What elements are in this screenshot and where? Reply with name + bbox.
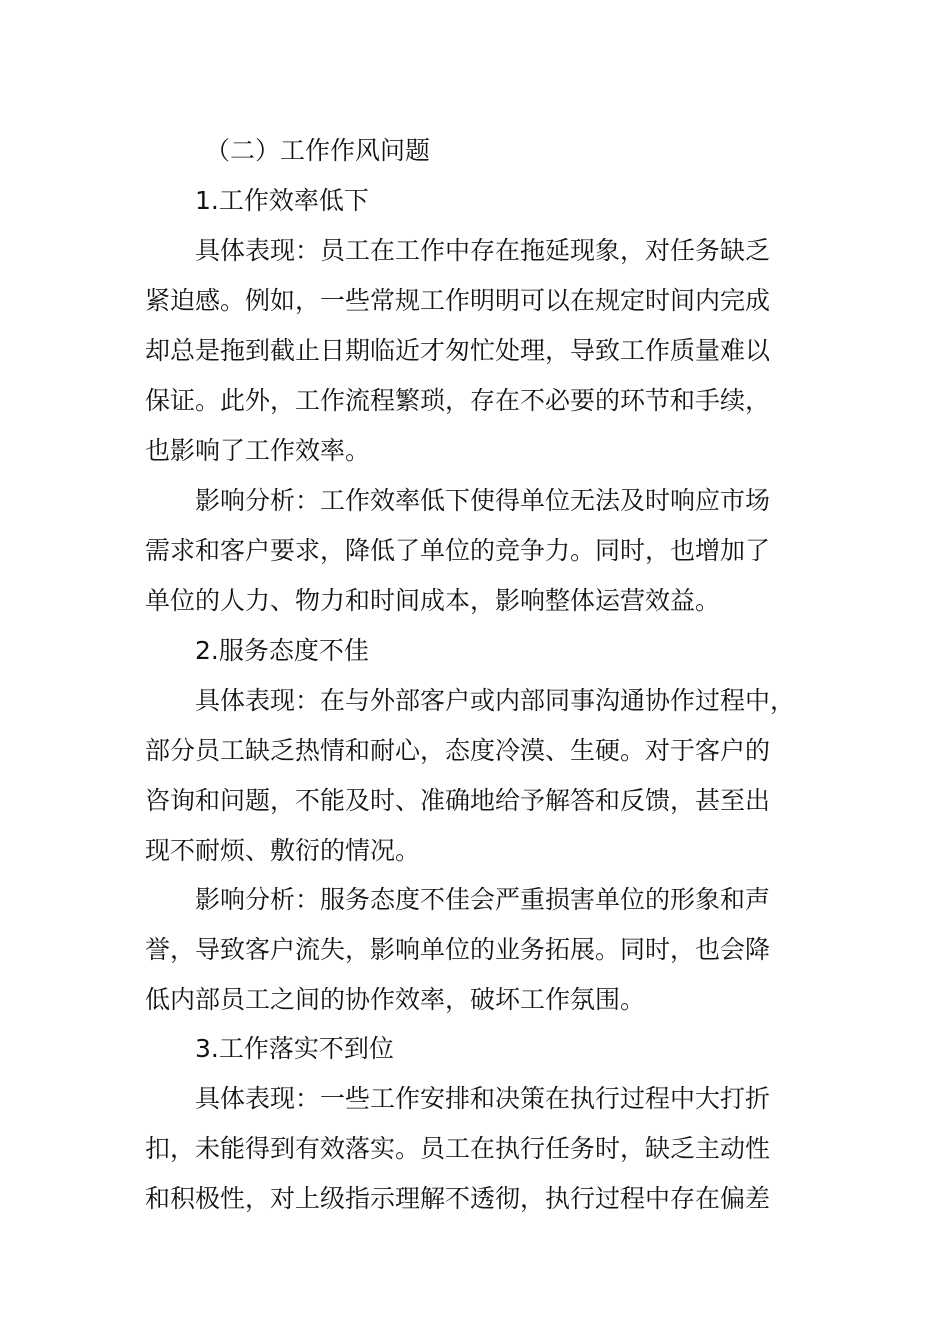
paragraph-line: 影响分析：工作效率低下使得单位无法及时响应市场 — [195, 486, 771, 515]
paragraph-line: 也影响了工作效率。 — [145, 436, 371, 465]
item-heading-3: 3.工作落实不到位 — [195, 1034, 394, 1063]
paragraph-line: 紧迫感。例如，一些常规工作明明可以在规定时间内完成 — [145, 286, 771, 315]
paragraph-line: 现不耐烦、敷衍的情况。 — [145, 836, 421, 865]
paragraph-line: 扣，未能得到有效落实。员工在执行任务时，缺乏主动性 — [145, 1134, 771, 1163]
paragraph-line: 具体表现：一些工作安排和决策在执行过程中大打折 — [195, 1084, 771, 1113]
paragraph-line: 具体表现：员工在工作中存在拖延现象，对任务缺乏 — [195, 236, 771, 265]
paragraph-line: 保证。此外，工作流程繁琐，存在不必要的环节和手续， — [145, 386, 771, 415]
section-title: （二）工作作风问题 — [205, 136, 431, 165]
paragraph-line: 影响分析：服务态度不佳会严重损害单位的形象和声 — [195, 885, 771, 914]
paragraph-line: 具体表现：在与外部客户或内部同事沟通协作过程中， — [195, 686, 796, 715]
paragraph-line: 和积极性，对上级指示理解不透彻，执行过程中存在偏差 — [145, 1184, 771, 1213]
paragraph-line: 部分员工缺乏热情和耐心，态度冷漠、生硬。对于客户的 — [145, 736, 771, 765]
paragraph-line: 誉，导致客户流失，影响单位的业务拓展。同时，也会降 — [145, 935, 771, 964]
paragraph-line: 需求和客户要求，降低了单位的竞争力。同时，也增加了 — [145, 536, 771, 565]
item-heading-1: 1.工作效率低下 — [195, 186, 369, 215]
paragraph-line: 却总是拖到截止日期临近才匆忙处理，导致工作质量难以 — [145, 336, 771, 365]
paragraph-line: 单位的人力、物力和时间成本，影响整体运营效益。 — [145, 586, 721, 615]
item-heading-2: 2.服务态度不佳 — [195, 636, 369, 665]
paragraph-line: 低内部员工之间的协作效率，破坏工作氛围。 — [145, 985, 646, 1014]
paragraph-line: 咨询和问题，不能及时、准确地给予解答和反馈，甚至出 — [145, 786, 771, 815]
